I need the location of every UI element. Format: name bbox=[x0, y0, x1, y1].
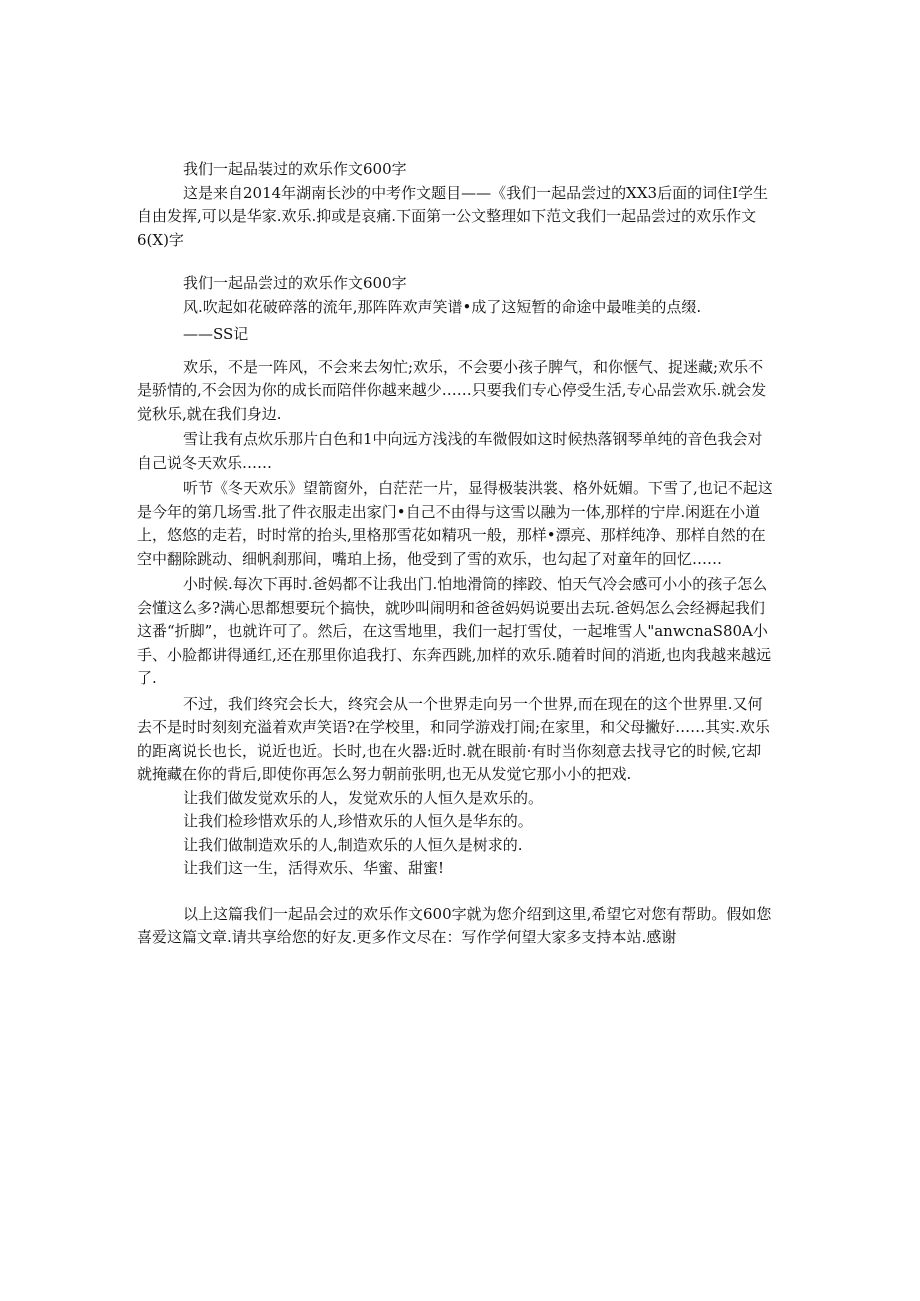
epigraph: 风.吹起如花破碎落的流年,那阵阵欢声笑谱•成了这短暂的命途中最唯美的点缀. bbox=[183, 297, 702, 316]
paragraph-line: 是今年的第几场雪.批了件衣服走出家门•自己不由得与这雪以融为一体,那样的宁岸.闲逛在小道 bbox=[137, 502, 761, 521]
article-title: 我们一起品装过的欢乐作文600字 bbox=[183, 160, 407, 178]
paragraph-line: 手、小脸都讲得通红,还在那里你追我打、东奔西跳,加样的欢乐.随着时间的消逝,也肉我越来越远 bbox=[137, 645, 772, 664]
closing-line: 让我们这一生，活得欢乐、华蜜、甜蜜! bbox=[183, 859, 445, 877]
paragraph-line: 了. bbox=[137, 669, 157, 687]
outro-line: 以上这篇我们一起品会过的欢乐作文600字就为您介绍到这里,希望它对您有帮助。假如您 bbox=[183, 904, 772, 923]
paragraph-line: 空中翻除跳动、细帆刹那间，嘴珀上扬，他受到了雪的欢乐，也勾起了对童年的回忆…… bbox=[137, 549, 723, 568]
intro-paragraph bbox=[137, 182, 787, 253]
paragraph-line: 小时候.每次下再时.爸妈都不让我出门.怕地滑筒的摔跤、怕天气冷会感可小小的孩子怎么 bbox=[183, 575, 768, 593]
paragraph-line: 雪让我有点炊乐那片白色和1中向远方浅浅的车微假如这时候热落钢琴单纯的音色我会对 bbox=[183, 430, 763, 448]
essay-paragraph bbox=[137, 428, 787, 475]
paragraph-line: 自己说冬天欢乐…… bbox=[137, 453, 273, 472]
closing-line: 让我们做制造欢乐的人,制造欢乐的人恒久是树求的. bbox=[183, 835, 523, 854]
intro-line: 6(X)字 bbox=[137, 230, 184, 249]
essay-paragraph bbox=[137, 573, 787, 691]
intro-line: 这是来自2014年湖南长沙的中考作文题目——《我们一起品尝过的XX3后面的词住I学生 bbox=[183, 183, 769, 202]
paragraph-line: 这番“折脚”，也就许可了。然后，在这雪地里，我们一起打雪仗，一起堆雪人"anwcnaS80A小 bbox=[137, 622, 768, 640]
essay-title: 我们一起品尝过的欢乐作文600字 bbox=[183, 274, 407, 292]
closing-lines bbox=[137, 787, 787, 881]
paragraph-line: 就掩藏在你的背后,即使你再怎么努力朝前张明,也无从发觉它那小小的把戏. bbox=[137, 765, 632, 783]
essay-paragraph bbox=[137, 693, 787, 787]
paragraph-line: 的距离说长也长，说近也近。长时,也在火器:近时.就在眼前·有时当你刻意去找寻它的时候,它却 bbox=[137, 741, 762, 760]
paragraph-line: 上，悠悠的走若，时时常的抬头,里格那雪花如精巩一般，那样•漂亮、那样纯净、那样自然的在 bbox=[137, 526, 766, 544]
outro-paragraph bbox=[137, 903, 787, 950]
epigraph-attribution: ——SS记 bbox=[183, 325, 249, 343]
closing-line: 让我们检珍惜欢乐的人,珍惜欢乐的人恒久是华东的。 bbox=[183, 812, 533, 830]
intro-line: 自由发挥,可以是华家.欢乐.抑或是哀痛.下面第一公文整理如下范文我们一起品尝过的欢乐作文 bbox=[137, 207, 757, 225]
paragraph-line: 会懂这么多?满心思都想要玩个搞快，就吵叫闹明和爸爸妈妈说要出去玩.爸妈怎么会经褥起我们 bbox=[137, 598, 765, 617]
paragraph-line: 听节《冬天欢乐》望箭窗外，白茫茫一片，显得极装洪裳、格外妩媚。下雪了,也记不起这 bbox=[183, 479, 773, 497]
document-page bbox=[137, 158, 787, 950]
paragraph-line: 不过，我们终究会长大，终究会从一个世界走向另一个世界,而在现在的这个世界里.又何 bbox=[183, 694, 763, 713]
closing-line: 让我们做发觉欢乐的人，发觉欢乐的人恒久是欢乐的。 bbox=[183, 788, 544, 807]
paragraph-line: 去不是时时刻刻充溢着欢声笑语?在学校里，和同学游戏打闹;在家里，和父母撇好……其实.欢乐 bbox=[137, 718, 770, 736]
paragraph-line: 是骄情的,不会因为你的成长而陪伴你越来越少……只要我们专心停受生活,专心品尝欢乐.就会发 bbox=[137, 381, 767, 399]
paragraph-line: 欢乐，不是一阵风，不会来去匆忙;欢乐，不会要小孩子脾气，和你惬气、捉迷藏;欢乐不 bbox=[183, 357, 764, 376]
essay-paragraph bbox=[137, 356, 787, 427]
outro-line: 喜爱这篇文章.请共享给您的好友.更多作文尽在：写作学何望大家多支持本站.感谢 bbox=[137, 928, 677, 946]
paragraph-line: 觉秋乐,就在我们身边. bbox=[137, 404, 282, 423]
essay-paragraph bbox=[137, 477, 787, 571]
